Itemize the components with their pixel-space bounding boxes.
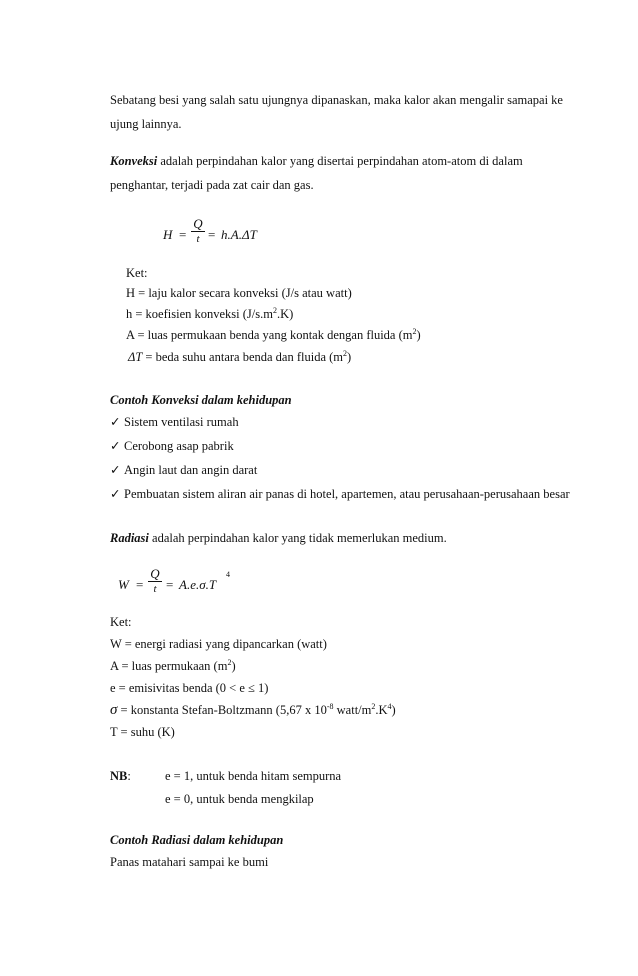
list-item [110, 486, 570, 502]
ket-text: watt/m [333, 703, 372, 717]
ket-text: .K [375, 703, 388, 717]
fraction-bar [191, 231, 205, 232]
list-item [110, 414, 239, 430]
ket-text: ) [231, 659, 236, 673]
check-icon: ✓ [110, 463, 121, 477]
ket-superscript: 2 [343, 348, 348, 358]
konveksi-ket-delta-t [128, 349, 351, 365]
ket-superscript: 2 [227, 657, 232, 667]
konveksi-definition-text: adalah perpindahan kalor yang disertai perpindahan atom-atom di dalam [157, 154, 523, 168]
ket-superscript: -8 [326, 701, 334, 711]
formula-equals: = [166, 577, 174, 592]
radiasi-ket-emissivity: e = emisivitas benda (0 < e ≤ 1) [110, 681, 269, 695]
nb-item-1: e = 1, untuk benda hitam sempurna [165, 769, 342, 783]
ket-text: A = luas permukaan (m [110, 659, 228, 673]
ket-text: .K) [276, 307, 294, 321]
sigma-symbol: σ [110, 702, 118, 718]
ket-text: ) [416, 328, 421, 342]
check-icon: ✓ [110, 487, 121, 501]
check-icon: ✓ [110, 439, 121, 453]
ket-text: = beda suhu antara benda dan fluida (m [142, 350, 344, 364]
radiasi-ket-t: T = suhu (K) [110, 725, 175, 739]
contoh-konveksi-title: Contoh Konveksi dalam kehidupan [110, 393, 292, 407]
formula-equals: = [208, 227, 216, 242]
ket-superscript: 2 [371, 701, 376, 711]
contoh-radiasi-title: Contoh Radiasi dalam kehidupan [110, 833, 284, 847]
fraction-denominator: t [153, 583, 157, 595]
check-icon: ✓ [110, 415, 121, 429]
fraction-bar [148, 581, 162, 582]
konveksi-ket-label: Ket: [126, 266, 148, 280]
list-item-text: Sistem ventilasi rumah [124, 415, 239, 429]
konveksi-ket-coefficient [126, 306, 293, 322]
radiasi-definition-text: adalah perpindahan kalor yang tidak memerlukan medium. [148, 531, 447, 545]
formula-equals: = [136, 577, 144, 592]
list-item [110, 462, 257, 478]
nb-label: NB [110, 769, 128, 783]
delta-t-symbol: ΔT [128, 350, 143, 364]
list-item-text: Pembuatan sistem aliran air panas di hotel, apartemen, atau perusahaan-perusahaan besar [124, 487, 570, 501]
list-item [110, 438, 234, 454]
ket-superscript: 2 [272, 305, 277, 315]
formula-rhs: h.A.ΔT [221, 227, 257, 242]
ket-text: A = luas permukaan benda yang kontak dengan fluida (m [126, 328, 413, 342]
fraction-numerator: Q [193, 216, 203, 231]
konveksi-definition-line-2: penghantar, terjadi pada zat cair dan gas. [110, 178, 314, 192]
fraction-numerator: Q [150, 566, 160, 581]
radiasi-term: Radiasi [110, 531, 149, 545]
intro-line-1: Sebatang besi yang salah satu ujungnya dipanaskan, maka kalor akan mengalir samapai ke [110, 93, 563, 107]
radiasi-ket-area [110, 658, 236, 674]
fraction-denominator: t [196, 233, 200, 245]
ket-text: ) [391, 703, 396, 717]
formula-lhs: H [163, 227, 173, 242]
ket-text: h = koefisien konveksi (J/s.m [126, 307, 273, 321]
radiasi-definition [110, 530, 447, 546]
formula-equals: = [179, 227, 187, 242]
list-item-text: Angin laut dan angin darat [124, 463, 258, 477]
ket-superscript: 2 [412, 326, 417, 336]
nb-line-1 [110, 768, 131, 784]
ket-superscript: 4 [387, 701, 392, 711]
nb-item-2: e = 0, untuk benda mengkilap [165, 792, 314, 806]
formula-lhs: W [118, 577, 129, 592]
intro-line-2: ujung lainnya. [110, 117, 182, 131]
radiasi-ket-w: W = energi radiasi yang dipancarkan (watt) [110, 637, 327, 651]
radiasi-ket-label: Ket: [110, 615, 132, 629]
contoh-radiasi-text: Panas matahari sampai ke bumi [110, 855, 269, 869]
ket-text: = konstanta Stefan-Boltzmann (5,67 x 10 [117, 703, 327, 717]
konveksi-definition-line-1 [110, 153, 523, 169]
formula-fraction [191, 217, 205, 246]
formula-rhs: A.e.σ.T [179, 577, 217, 592]
ket-text: ) [347, 350, 352, 364]
nb-colon: : [127, 769, 131, 783]
konveksi-ket-h: H = laju kalor secara konveksi (J/s atau watt) [126, 286, 352, 300]
formula-exponent: 4 [226, 570, 230, 579]
konveksi-term: Konveksi [110, 154, 158, 168]
radiasi-ket-sigma [110, 702, 396, 718]
formula-fraction [148, 567, 162, 596]
list-item-text: Cerobong asap pabrik [124, 439, 234, 453]
konveksi-ket-area [126, 327, 421, 343]
